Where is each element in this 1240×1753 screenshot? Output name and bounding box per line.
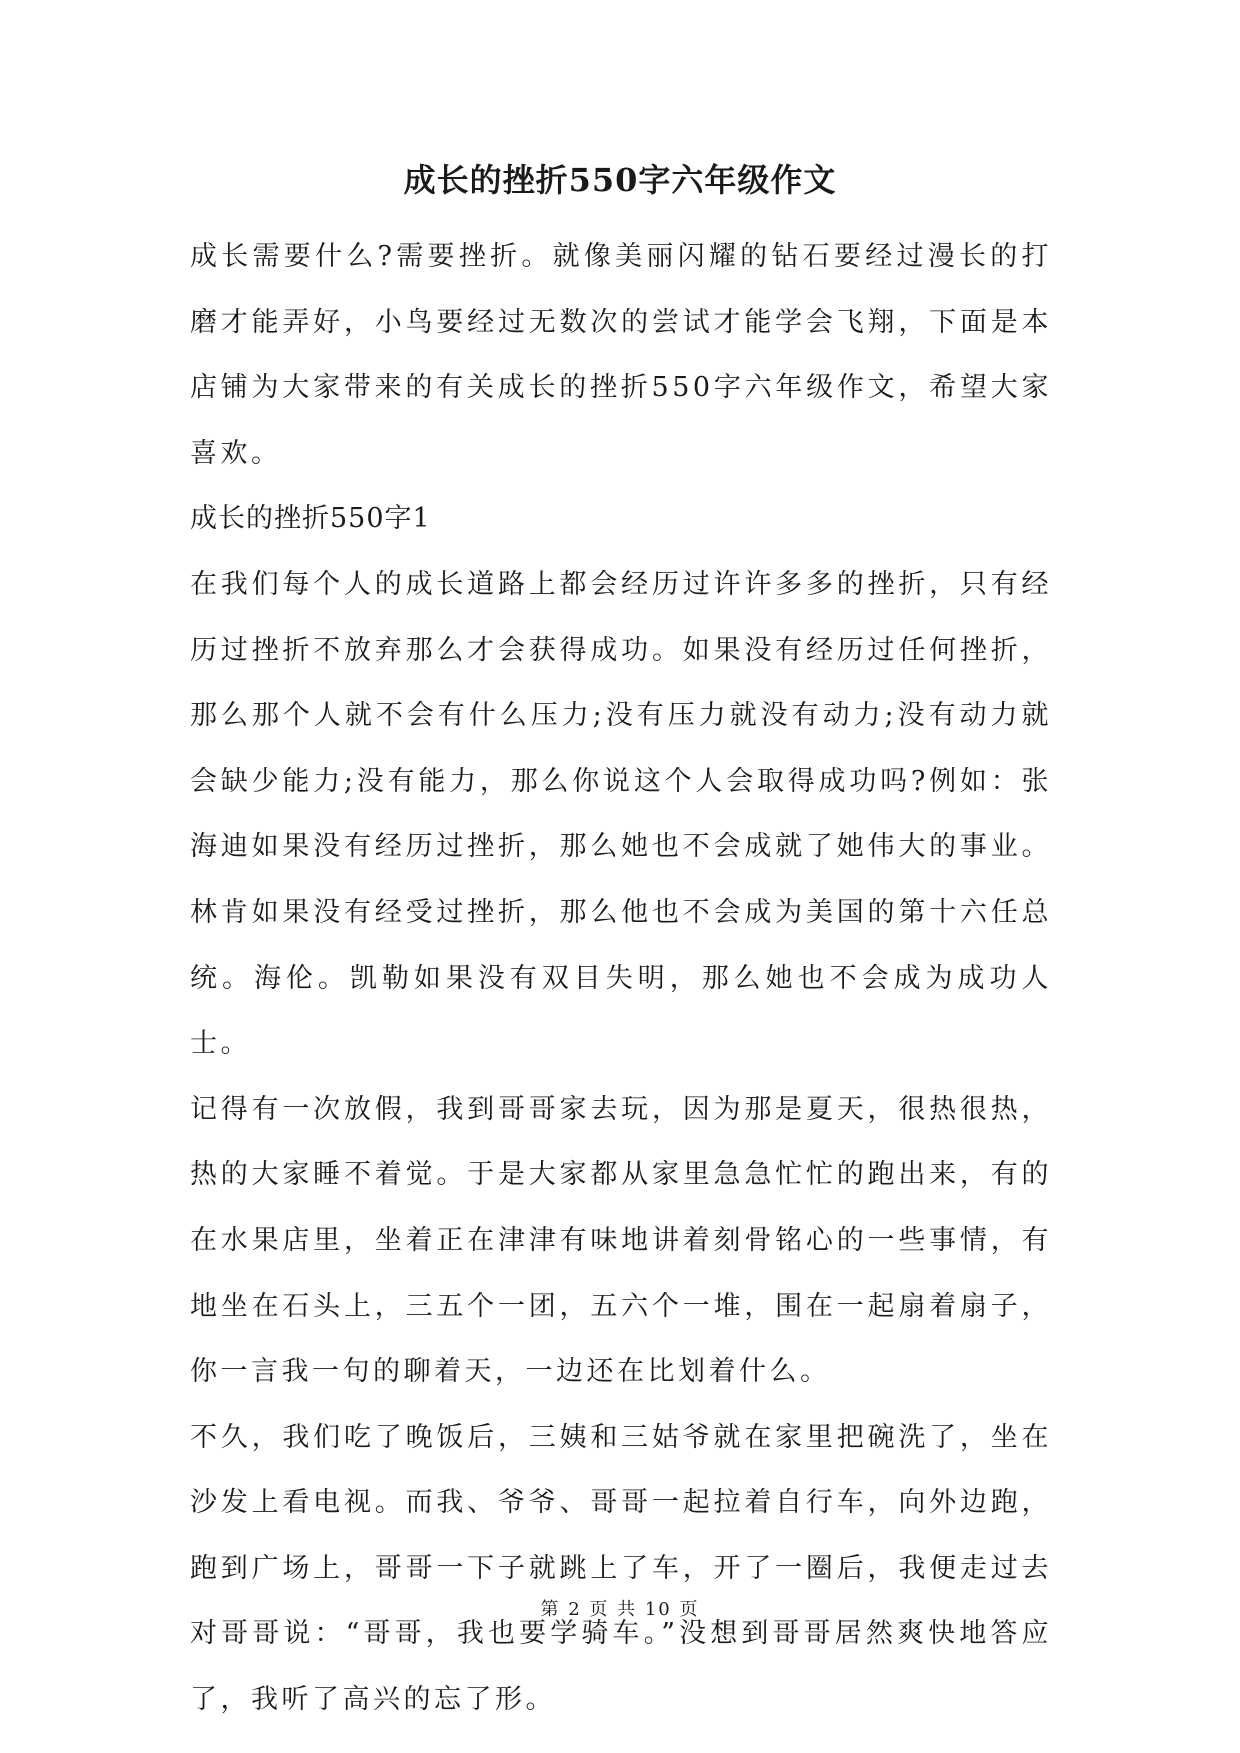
document-body — [190, 224, 1052, 1733]
intro-paragraph: 成长需要什么?需要挫折。就像美丽闪耀的钻石要经过漫长的打磨才能弄好，小鸟要经过无数次的尝试才能学会飞翔，下面是本店铺为大家带来的有关成长的挫折550字六年级作文，希望大家喜欢。 — [190, 241, 1052, 469]
body-paragraph: 记得有一次放假，我到哥哥家去玩，因为那是夏天，很热很热，热的大家睡不着觉。于是大家都从家里急急忙忙的跑出来，有的在水果店里，坐着正在津津有味地讲着刻骨铭心的一些事情，有地坐在石头上，三五个一团，五六个一堆，围在一起扇着扇子，你一言我一句的聊着天，一边还在比划着什么。 — [190, 1093, 1052, 1388]
body-paragraph: 在我们每个人的成长道路上都会经历过许许多多的挫折，只有经历过挫折不放弃那么才会获得成功。如果没有经历过任何挫折，那么那个人就不会有什么压力;没有压力就没有动力;没有动力就会缺少能力;没有能力，那么你说这个人会取得成功吗?例如：张海迪如果没有经历过挫折，那么她也不会成就了她伟大的事业。林肯如果没有经受过挫折，那么他也不会成为美国的第十六任总统。海伦。凯勒如果没有双目失明，那么她也不会成为成功人士。 — [190, 568, 1052, 1060]
document-title: 成长的挫折550字六年级作文 — [403, 161, 837, 199]
body-paragraph: 不久，我们吃了晚饭后，三姨和三姑爷就在家里把碗洗了，坐在沙发上看电视。而我、爷爷、哥哥一起拉着自行车，向外边跑，跑到广场上，哥哥一下子就跳上了车，开了一圈后，我便走过去对哥哥说：“哥哥，我也要学骑车。”没想到哥哥居然爽快地答应了，我听了高兴的忘了形。 — [190, 1421, 1052, 1716]
page-footer: 第 2 页 共 10 页 — [540, 1599, 700, 1620]
section-heading: 成长的挫折550字1 — [190, 503, 431, 535]
